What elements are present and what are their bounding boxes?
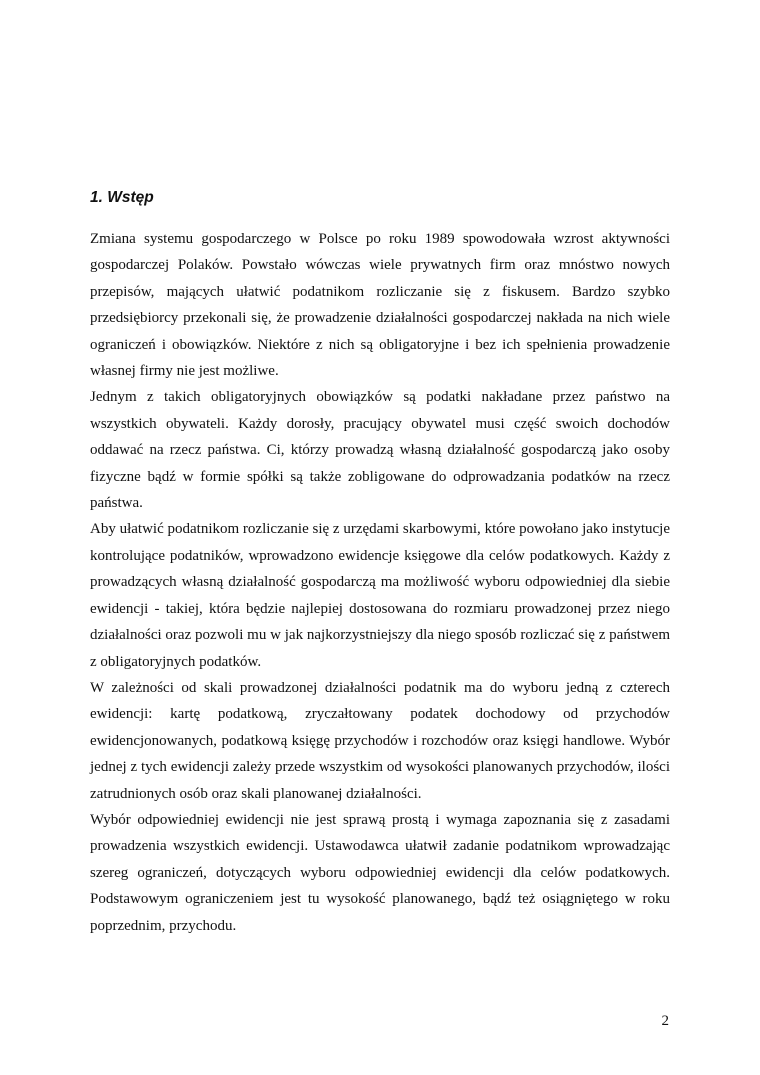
page-number: 2 [661, 1013, 669, 1029]
paragraph: Zmiana systemu gospodarczego w Polsce po roku 1989 spowodowała wzrost aktywności gospodarczej Polaków. Powstało wówczas wiele prywatnych firm oraz mnóstwo nowych przepisów, mających ułatwić podatnikom rozliczanie się z fiskusem. Bardzo szybko przedsiębiorcy przekonali się, że prowadzenie działalności gospodarczej nakłada na nich wiele ograniczeń i obowiązków. Niektóre z nich są obligatoryjne i bez ich spełnienia prowadzenie własnej firmy nie jest możliwe. [90, 231, 670, 380]
section-heading: 1. Wstęp [90, 189, 154, 206]
paragraph: Jednym z takich obligatoryjnych obowiązków są podatki nakładane przez państwo na wszystkich obywateli. Każdy dorosły, pracujący obywatel musi część swoich dochodów oddawać na rzecz państwa. Ci, którzy prowadzą własną działalność gospodarczą jako osoby fizyczne bądź w formie spółki są także zobligowane do odprowadzania podatków na rzecz państwa. [90, 389, 670, 512]
paragraph: Wybór odpowiedniej ewidencji nie jest sprawą prostą i wymaga zapoznania się z zasadami prowadzenia wszystkich ewidencji. Ustawodawca ułatwił zadanie podatnikom wprowadzając szereg ograniczeń, dotyczących wyboru odpowiedniej ewidencji dla celów podatkowych. Podstawowym ograniczeniem jest tu wysokość planowanego, bądź też osiągniętego w roku poprzednim, przychodu. [90, 811, 670, 934]
body-text [90, 226, 670, 939]
paragraph: Aby ułatwić podatnikom rozliczanie się z urzędami skarbowymi, które powołano jako instytucje kontrolujące podatników, wprowadzono ewidencje księgowe dla celów podatkowych. Każdy z prowadzących własną działalność gospodarczą ma możliwość wyboru odpowiedniej dla siebie ewidencji - takiej, która będzie najlepiej dostosowana do rozmiaru prowadzonej przez niego działalności oraz pozwoli mu w jak najkorzystniejszy dla niego sposób rozliczać się z państwem z obligatoryjnych podatków. [90, 521, 670, 670]
paragraph: W zależności od skali prowadzonej działalności podatnik ma do wyboru jedną z czterech ewidencji: kartę podatkową, zryczałtowany podatek dochodowy od przychodów ewidencjonowanych, podatkową księgę przychodów i rozchodów oraz księgi handlowe. Wybór jednej z tych ewidencji zależy przede wszystkim od wysokości planowanych przychodów, ilości zatrudnionych osób oraz skali planowanej działalności. [90, 679, 670, 802]
